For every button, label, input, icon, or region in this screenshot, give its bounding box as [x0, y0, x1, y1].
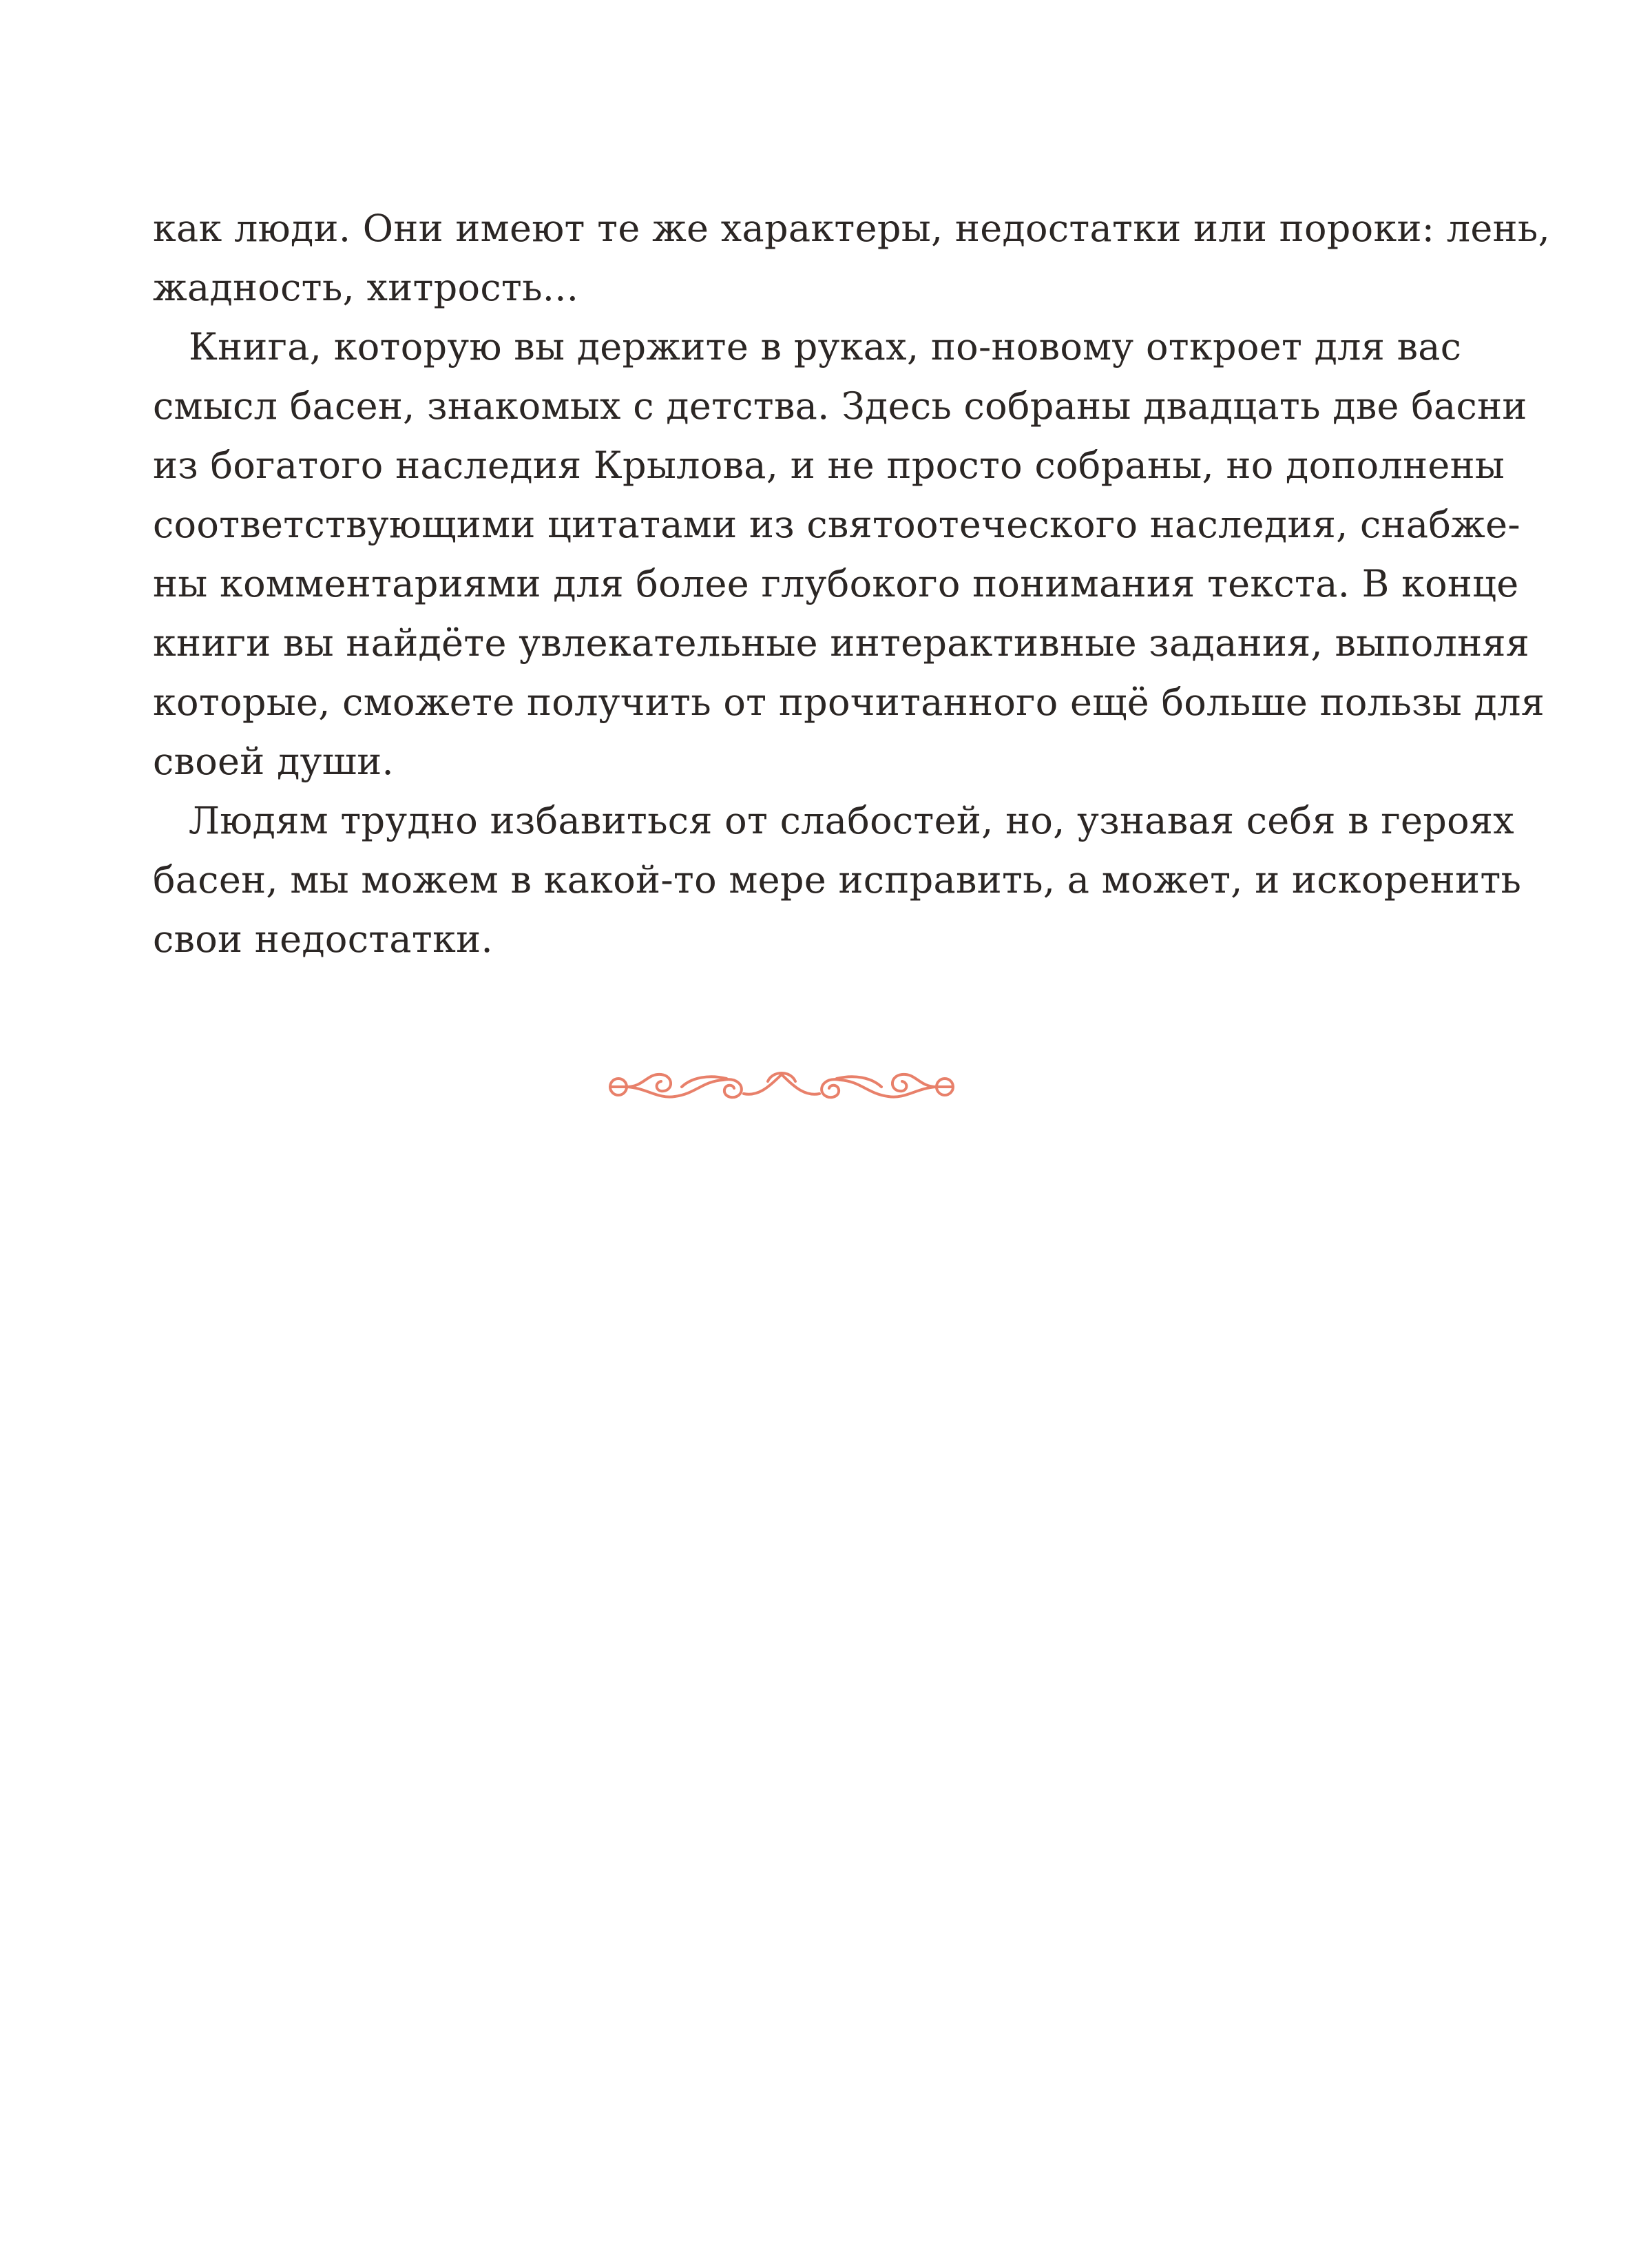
text-line: которые, сможете получить от прочитанного ещё больше пользы для: [153, 680, 1545, 724]
text-line: жадность, хитрость...: [153, 266, 579, 309]
body-text: [153, 199, 1551, 969]
paragraph-3: [153, 791, 1522, 969]
text-line: смысл басен, знакомых с детства. Здесь собраны двадцать две басни: [153, 384, 1527, 428]
text-line: Книга, которую вы держите в руках, по-новому откроет для вас: [189, 325, 1462, 368]
text-line: Людям трудно избавиться от слабостей, но, узнавая себя в героях: [189, 799, 1515, 842]
text-line: книги вы найдёте увлекательные интерактивные задания, выполняя: [153, 621, 1530, 665]
text-line: из богатого наследия Крылова, и не просто собраны, но дополнены: [153, 444, 1505, 487]
text-line: как люди. Они имеют те же характеры, недостатки или пороки: лень,: [153, 207, 1551, 250]
text-line: басен, мы можем в какой-то мере исправить, а может, и искоренить: [153, 858, 1522, 902]
paragraph-1: [153, 199, 1551, 318]
paragraph-2: [153, 318, 1545, 791]
flourish-divider-icon: [606, 1054, 957, 1116]
text-line: ны комментариями для более глубокого понимания текста. В конце: [153, 562, 1519, 605]
text-line: свои недостатки.: [153, 917, 493, 961]
text-line: своей души.: [153, 740, 394, 783]
text-line: соответствующими цитатами из святоотеческого наследия, снабже-: [153, 503, 1520, 546]
